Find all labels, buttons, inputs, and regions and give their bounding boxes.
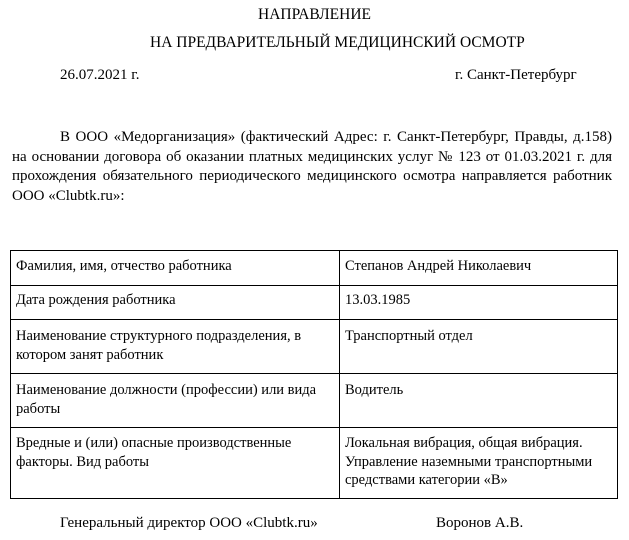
table-row <box>11 286 618 320</box>
document-date: 26.07.2021 г. <box>60 67 140 83</box>
signer-name: Воронов А.В. <box>436 515 524 531</box>
row-label-birth-date: Дата рождения работника <box>11 286 340 320</box>
document-city: г. Санкт-Петербург <box>455 67 577 83</box>
document-title: НАПРАВЛЕНИЕ <box>258 6 371 23</box>
row-value-birth-date: 13.03.1985 <box>340 286 618 320</box>
referral-paragraph: В ООО «Медорганизация» (фактический Адрес: г. Санкт-Петербург, Правды, д.158) на основании договора об оказании платных медицинских услуг № 123 от 01.03.2021 г. для прохождения обязательного периодического медицинского осмотра направляется работник ООО «Clubtk.ru»: <box>12 129 612 205</box>
table-row <box>11 374 618 428</box>
document-subtitle: НА ПРЕДВАРИТЕЛЬНЫЙ МЕДИЦИНСКИЙ ОСМОТР <box>150 34 525 51</box>
table-row <box>11 251 618 286</box>
row-value-full-name: Степанов Андрей Николаевич <box>340 251 618 286</box>
signer-position: Генеральный директор ООО «Clubtk.ru» <box>60 515 318 531</box>
row-value-position: Водитель <box>340 374 618 428</box>
row-value-department: Транспортный отдел <box>340 320 618 374</box>
row-value-hazard-factors: Локальная вибрация, общая вибрация. Управление наземными транспортными средствами категории «В» <box>340 428 618 499</box>
table-row <box>11 320 618 374</box>
row-label-position: Наименование должности (профессии) или вида работы <box>11 374 340 428</box>
row-label-hazard-factors: Вредные и (или) опасные производственные факторы. Вид работы <box>11 428 340 499</box>
employee-info-table <box>10 250 618 499</box>
table-row <box>11 428 618 499</box>
row-label-full-name: Фамилия, имя, отчество работника <box>11 251 340 286</box>
row-label-department: Наименование структурного подразделения, в котором занят работник <box>11 320 340 374</box>
